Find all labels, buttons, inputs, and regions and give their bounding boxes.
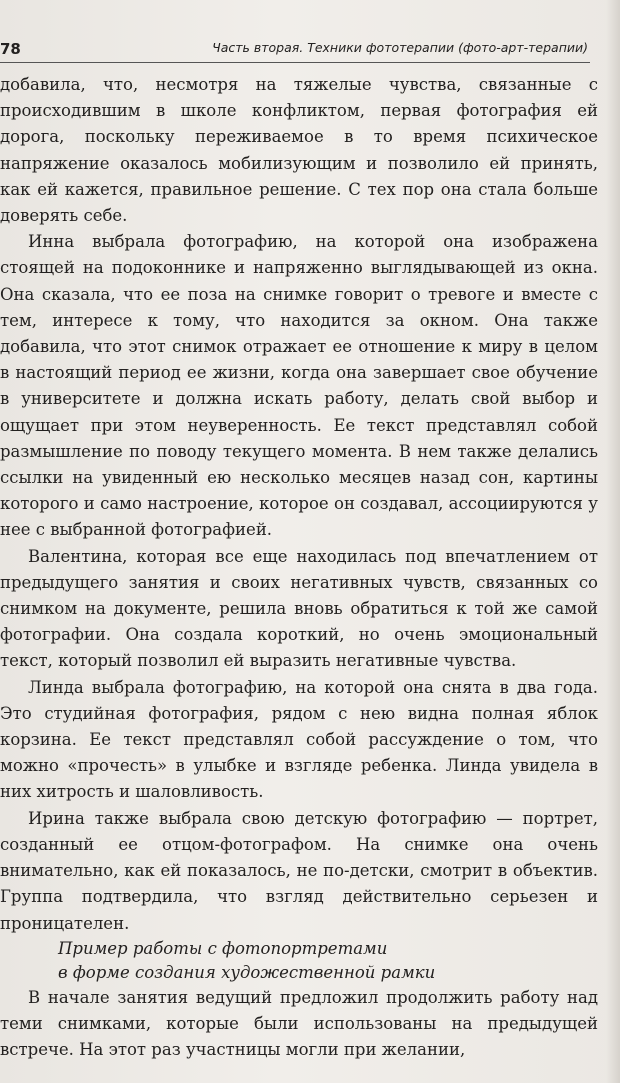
paragraph-irina: Ирина также выбрала свою детскую фотографию — портрет, созданный ее отцом-фотографом. На снимке она очень внимательно, как ей показалось, не по-детски, смотрит в объектив. Группа подтвердила, что взгляд действительно серьезен и проницателен. <box>0 808 598 933</box>
section-subheading-line1: Пример работы с фотопортретами <box>58 938 388 958</box>
page-number: 78 <box>0 40 21 58</box>
page-edge-shadow <box>606 0 620 1083</box>
section-subheading-line2: в форме создания художественной рамки <box>58 962 436 982</box>
paragraph-linda: Линда выбрала фотографию, на которой она снята в два года. Это студийная фотография, рядом с нею видна полная яблок корзина. Ее текст представлял собой рассуждение о том, что можно «прочесть» в улыбке и взгляде ребенка. Линда увидела в них хитрость и шаловливость. <box>0 677 598 802</box>
paragraph-valentina: Валентина, которая все еще находилась под впечатлением от предыдущего занятия и своих негативных чувств, связанных со снимком на документе, решила вновь обратиться к той же самой фотографии. Она создала короткий, но очень эмоциональный текст, который позволил ей выразить негативные чувства. <box>0 546 598 671</box>
running-head: Часть вторая. Техники фототерапии (фото-арт-терапии) <box>212 40 588 55</box>
page-header <box>0 34 590 63</box>
paragraph-continued: добавила, что, несмотря на тяжелые чувства, связанные с происходившим в школе конфликтом, первая фотография ей дорога, поскольку переживаемое в то время психическое напряжение оказалось мобилизующим и позволило ей принять, как ей кажется, правильное решение. С тех пор она стала больше доверять себе. <box>0 75 598 226</box>
paragraph-final: В начале занятия ведущий предложил продолжить работу над теми снимками, которые были использованы на предыдущей встрече. На этот раз участницы могли при желании, <box>0 987 598 1060</box>
body-text <box>0 72 598 1063</box>
paragraph-inna: Инна выбрала фотографию, на которой она изображена стоящей на подоконнике и напряженно выглядывающей из окна. Она сказала, что ее поза на снимке говорит о тревоге и вместе с тем, интересе к тому, что находится за окном. Она также добавила, что этот снимок отражает ее отношение к миру в целом в настоящий период ее жизни, когда она завершает свое обучение в университете и должна искать работу, делать свой выбор и ощущает при этом неуверенность. Ее текст представлял собой размышление по поводу текущего момента. В нем также делались ссылки на увиденный ею несколько месяцев назад сон, картины которого и само настроение, которое он создавал, ассоциируются у нее с выбранной фотографией. <box>0 232 598 540</box>
